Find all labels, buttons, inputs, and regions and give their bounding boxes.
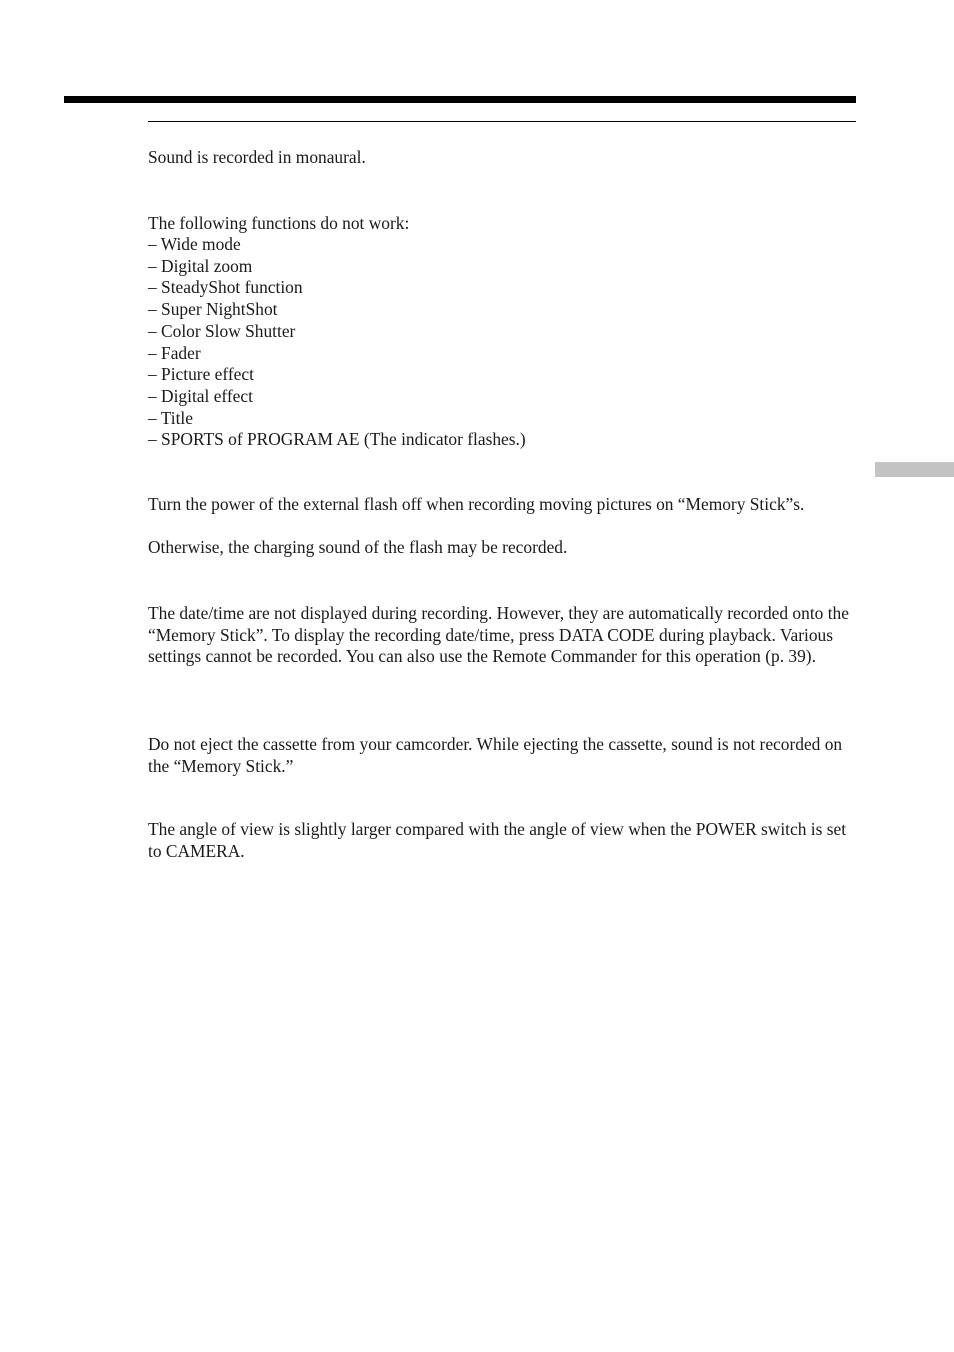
header-thin-rule [148, 121, 856, 122]
chapter-side-tab [875, 462, 954, 477]
cassette-note: Do not eject the cassette from your camcorder. While ejecting the cassette, sound is not recorded on the “Memory Stick.” [148, 734, 843, 776]
list-item: – Color Slow Shutter [148, 320, 296, 341]
list-item: – Wide mode [148, 234, 241, 254]
sound-note: Sound is recorded in monaural. [148, 147, 366, 167]
list-item: – Digital effect [148, 385, 253, 406]
functions-list [148, 234, 853, 451]
header-thick-rule [64, 96, 856, 103]
flash-note-2: Otherwise, the charging sound of the flash may be recorded. [148, 537, 568, 557]
list-item: – Digital zoom [148, 255, 253, 276]
list-item: – Super NightShot [148, 299, 278, 320]
list-item: – SteadyShot function [148, 277, 303, 298]
list-item: – Picture effect [148, 364, 254, 385]
list-item: – Title [148, 407, 193, 428]
list-item: – SPORTS of PROGRAM AE (The indicator flashes.) [148, 429, 526, 450]
datetime-note: The date/time are not displayed during recording. However, they are automatically recorded onto the “Memory Stick”. To display the recording date/time, press DATA CODE during playback. Various settings cannot be recorded. You can also use the Remote Commander for this operation (p. 39). [148, 603, 849, 667]
flash-note: Turn the power of the external flash off when recording moving pictures on “Memory Stick”s. [148, 494, 805, 514]
angle-note: The angle of view is slightly larger compared with the angle of view when the POWER switch is set to CAMERA. [148, 819, 847, 861]
list-item: – Fader [148, 342, 201, 363]
functions-intro: The following functions do not work: [148, 213, 410, 233]
